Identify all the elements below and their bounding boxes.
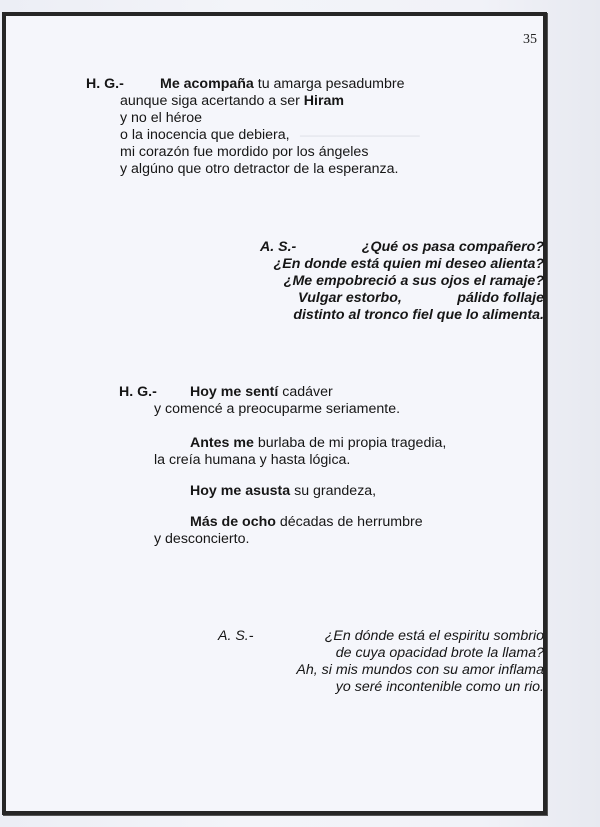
speaker-label: H. G.- bbox=[119, 384, 157, 400]
speaker-label: A. S.- bbox=[218, 628, 254, 644]
verse-line: y no el héroe bbox=[120, 110, 203, 126]
bleed-through-text: ───────────── bbox=[300, 128, 420, 143]
verse-line: ¿En dónde está el espiritu sombrio bbox=[324, 628, 544, 644]
verse-line: de cuya opacidad brote la llama? bbox=[335, 645, 544, 661]
verse-line: o la inocencia que debiera, bbox=[120, 127, 290, 143]
verse-line: ¿Me empobreció a sus ojos el ramaje? bbox=[283, 273, 544, 289]
verse-line: la creía humana y hasta lógica. bbox=[154, 452, 351, 468]
verse-line: aunque siga acertando a ser Hiram bbox=[120, 93, 344, 109]
verse-line: Ah, si mis mundos con su amor inflama bbox=[296, 662, 544, 678]
verse-line: distinto al tronco fiel que lo alimenta. bbox=[293, 307, 544, 323]
verse-line: Vulgar estorbo, bbox=[298, 290, 402, 306]
verse-line: Más de ocho décadas de herrumbre bbox=[190, 514, 423, 530]
verse-line: Me acompaña tu amarga pesadumbre bbox=[160, 76, 405, 92]
verse-line: Hoy me sentí cadáver bbox=[190, 384, 333, 400]
verse-line: ¿Qué os pasa compañero? bbox=[361, 239, 544, 255]
speaker-label: A. S.- bbox=[260, 239, 297, 255]
verse-line: y comencé a preocuparme seriamente. bbox=[154, 401, 401, 417]
page-number: 35 bbox=[523, 32, 537, 47]
verse-line: ¿En donde está quien mi deseo alienta? bbox=[273, 256, 544, 272]
verse-line: mi corazón fue mordido por los ángeles bbox=[120, 144, 369, 160]
verse-line: Hoy me asusta su grandeza, bbox=[190, 483, 377, 499]
speaker-label: H. G.- bbox=[86, 76, 124, 92]
verse-line: pálido follaje bbox=[457, 290, 544, 306]
verse-line: y algúno que otro detractor de la esperanza. bbox=[120, 161, 399, 177]
verse-line: y desconcierto. bbox=[154, 531, 250, 547]
verse-line: Antes me burlaba de mi propia tragedia, bbox=[190, 435, 447, 451]
verse-line: yo seré incontenible como un rio. bbox=[335, 679, 544, 695]
